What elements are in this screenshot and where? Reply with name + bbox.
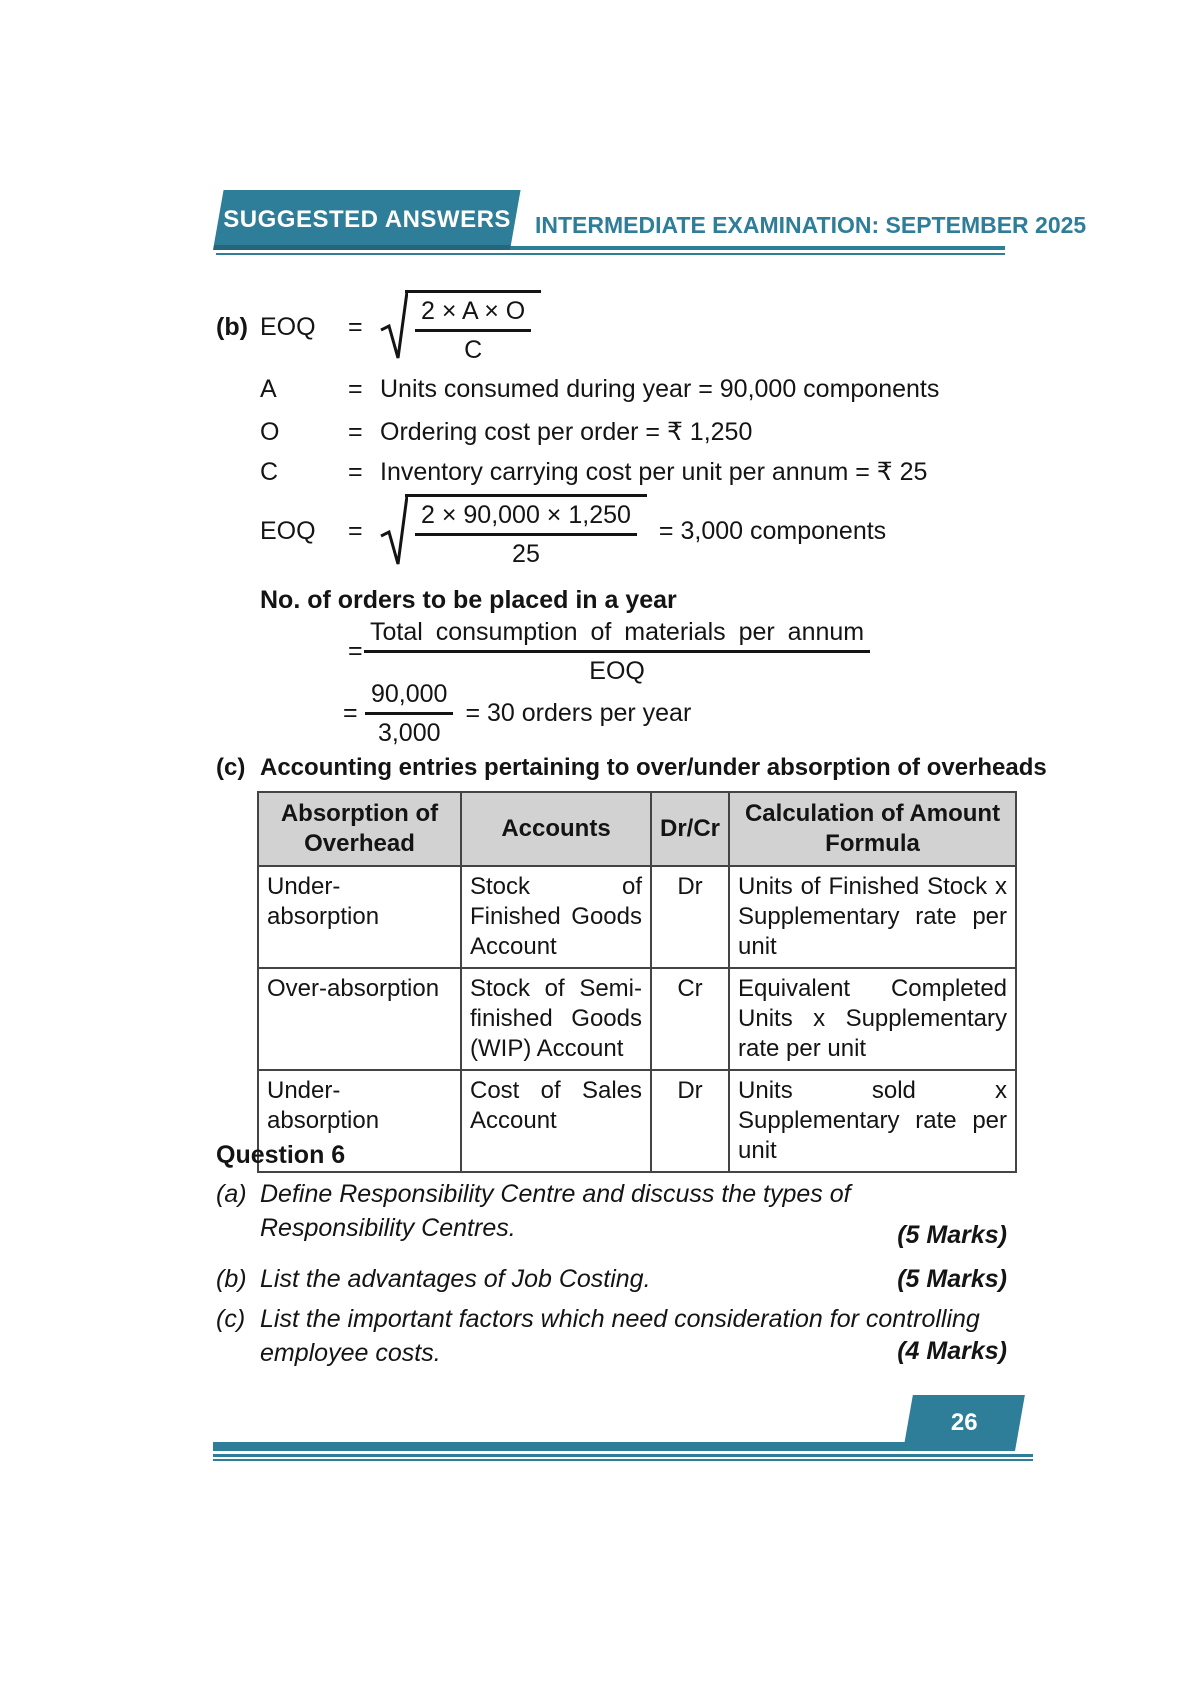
orders-calc-row (343, 679, 692, 747)
item-a-marks: (5 Marks) (897, 1221, 1007, 1249)
eoq-symbol: EOQ (260, 517, 316, 545)
radicand (405, 494, 647, 569)
absorption-table (257, 791, 1017, 1173)
sqrt-symbol (380, 494, 408, 568)
table-row (258, 968, 1016, 1070)
fraction (415, 296, 531, 365)
col-header-accounts: Accounts (461, 792, 651, 866)
table-header-row (258, 792, 1016, 866)
part-c-heading-row (216, 753, 1047, 783)
part-c-label: (c) (216, 754, 246, 781)
definition-a-text: Units consumed during year = 90,000 components (380, 375, 940, 403)
fraction-denominator: 25 (512, 539, 540, 568)
item-b-text: List the advantages of Job Costing. (260, 1265, 651, 1293)
cell-absorption: Under-absorption (258, 866, 461, 968)
cell-drcr: Dr (651, 1070, 729, 1172)
symbol-c: C (260, 458, 279, 486)
sqrt-expression (380, 494, 647, 569)
question-item-c (216, 1302, 1007, 1370)
page-number: 26 (950, 1409, 978, 1436)
cell-absorption: Under-absorption (258, 1070, 461, 1172)
equals-sign: = (348, 313, 363, 341)
orders-result: = 30 orders per year (465, 699, 692, 727)
symbol-a: A (260, 375, 277, 403)
fraction-denominator: 3,000 (377, 718, 441, 747)
fraction-numerator: Total consumption of materials per annum (364, 617, 870, 653)
cell-account: Cost of Sales Account (461, 1070, 651, 1172)
equals-sign: = (348, 458, 363, 486)
equals-sign: = (348, 637, 363, 665)
definition-o-text: Ordering cost per order = ₹ 1,250 (380, 418, 753, 446)
item-c-text: List the important factors which need consideration for controlling employee costs. (260, 1305, 980, 1367)
header-rule-thin (216, 253, 1005, 255)
part-c-heading: Accounting entries pertaining to over/under absorption of overheads (260, 754, 1047, 781)
cell-drcr: Cr (651, 968, 729, 1070)
col-header-drcr: Dr/Cr (651, 792, 729, 866)
symbol-o: O (260, 418, 280, 446)
col-header-calculation: Calculation of Amount Formula (729, 792, 1016, 866)
sqrt-expression (380, 290, 541, 365)
fraction (364, 617, 870, 686)
table-row (258, 1070, 1016, 1172)
item-a-marks-line (216, 1221, 1007, 1250)
equals-sign: = (348, 517, 363, 545)
equals-sign: = (348, 375, 363, 403)
footer-bar (213, 1442, 905, 1451)
equals-sign: = (343, 699, 358, 727)
question-item-b (216, 1262, 1007, 1296)
part-b-label: (b) (216, 313, 248, 341)
cell-calculation: Units sold x Supplementary rate per unit (729, 1070, 1016, 1172)
fraction-denominator: EOQ (589, 656, 645, 685)
cell-account: Stock of Semi-finished Goods (WIP) Account (461, 968, 651, 1070)
item-a-text: Define Responsibility Centre and discuss the types of Responsibility Centres. (260, 1180, 851, 1242)
definition-c-text: Inventory carrying cost per unit per annum = ₹ 25 (380, 458, 928, 486)
item-c-label: (c) (216, 1305, 246, 1333)
cell-drcr: Dr (651, 866, 729, 968)
question-6-heading: Question 6 (216, 1141, 346, 1169)
footer-rule-thin (213, 1459, 1033, 1461)
eoq-formula-row (216, 282, 541, 372)
banner-title: SUGGESTED ANSWERS (222, 206, 511, 233)
equals-sign: = (348, 418, 363, 446)
fraction-denominator: C (464, 335, 483, 364)
cell-account: Stock of Finished Goods Account (461, 866, 651, 968)
eoq-calculation-row (216, 486, 886, 576)
fraction-numerator: 90,000 (365, 679, 453, 715)
item-c-marks: (4 Marks) (897, 1337, 1007, 1365)
fraction (365, 679, 453, 748)
header-exam-title: INTERMEDIATE EXAMINATION: SEPTEMBER 2025 (535, 212, 1087, 238)
page-number-badge (903, 1395, 1025, 1451)
col-header-absorption: Absorption of Overhead (258, 792, 461, 866)
footer-rule-thick (213, 1454, 1033, 1457)
cell-absorption: Over-absorption (258, 968, 461, 1070)
cell-calculation: Equivalent Completed Units x Supplementary rate per unit (729, 968, 1016, 1070)
cell-calculation: Units of Finished Stock x Supplementary rate per unit (729, 866, 1016, 968)
fraction-numerator: 2 × A × O (415, 296, 531, 332)
header-banner (213, 190, 521, 250)
eoq-symbol: EOQ (260, 313, 316, 341)
sqrt-symbol (380, 290, 408, 362)
item-b-label: (b) (216, 1265, 247, 1293)
orders-heading: No. of orders to be placed in a year (260, 586, 677, 614)
item-b-marks: (5 Marks) (897, 1265, 1007, 1293)
item-a-label: (a) (216, 1180, 247, 1208)
definition-row-a (216, 374, 939, 404)
fraction-numerator: 2 × 90,000 × 1,250 (415, 500, 637, 536)
fraction (415, 500, 637, 569)
table-row (258, 866, 1016, 968)
orders-formula-row (348, 617, 870, 685)
definition-row-c (216, 457, 927, 487)
eoq-result: = 3,000 components (658, 517, 887, 545)
definition-row-o (216, 417, 752, 447)
radicand (405, 290, 541, 365)
